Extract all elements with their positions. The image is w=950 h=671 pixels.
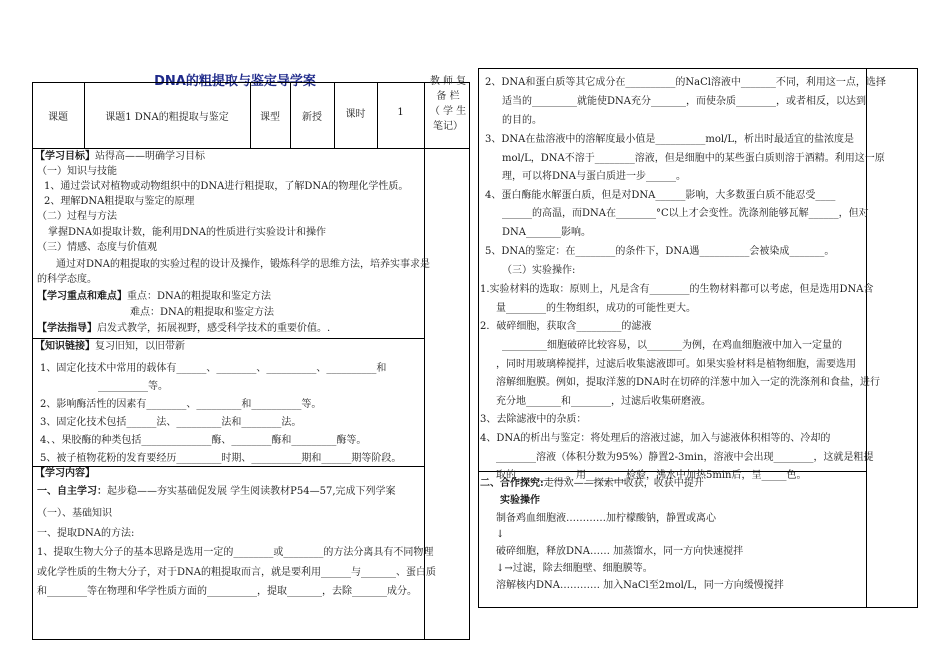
right-q2c: 的目的。 [502, 115, 542, 126]
goal-knowledge-2: 2、理解DNA粗提取与鉴定的原理 [44, 196, 195, 207]
page-title: DNA的粗提取与鉴定导学案 [154, 74, 316, 89]
exp-step-2: 破碎细胞，释放DNA…… 加蒸馏水，同一方向快速搅拌 [496, 546, 744, 557]
ops-1a: 1.实验材料的选取：原则上，凡是含有________的生物材料都可以考虑，但是选用DNA含 [480, 284, 874, 295]
notes-line: （ 学 生 [429, 106, 467, 117]
period-value: 1 [397, 106, 404, 118]
right-q4a: 4、蛋白酶能水解蛋白质，但是对DNA______影响，大多数蛋白质不能忍受____ [485, 190, 836, 201]
teacher-notes-header [426, 74, 470, 134]
exp-step-4: 溶解核内DNA………… 加入NaCl至2mol/L，同一方向缓慢搅拌 [496, 580, 784, 591]
ops-4a: 4、DNA的析出与鉴定：将处理后的溶液过滤，加入与滤液体积相等的、冷却的 [480, 433, 831, 444]
right-q2a: 2、DNA和蛋白质等其它成分在__________的NaCl溶液中_______不同，利用这一点，选择 [485, 77, 886, 88]
experiment-head: 实验操作 [500, 495, 540, 506]
ops-4c: 取的__________。用________检验，沸水中加热5min后，呈_____色。 [496, 470, 807, 481]
period-label: 课时 [345, 108, 366, 120]
exp-step-3: ↓→过滤，除去细胞壁、细胞膜等。 [496, 563, 653, 574]
ops-2b: ，同时用玻璃棒搅拌，过滤后收集滤液即可。如果实验材料是植物细胞，需要选用 [496, 359, 856, 370]
exp-arrow-1: ↓ [496, 529, 505, 540]
ops-2d: 充分地_______和________，过滤后收集研磨液。 [496, 396, 711, 407]
goals-line: 【学习目标】站得高——明确学习目标 [35, 151, 205, 162]
goal-process-1: 掌握DNA如提取计数，能利用DNA的性质进行实验设计和操作 [48, 227, 326, 238]
subject-label: 课题 [48, 111, 68, 123]
method-line: 【学法指导】启发式教学，拓展视野，感受科学技术的重要价值。. [37, 323, 331, 334]
notes-line: 教 师 复 [429, 76, 467, 87]
goal-knowledge-head: （一）知识与技能 [37, 166, 117, 177]
right-q3a: 3、DNA在盐溶液中的溶解度最小值是__________mol/L，析出时最适宜的盐浓度是 [485, 134, 855, 145]
ops-2: 2．破碎细胞，获取含_________的滤液 [480, 321, 652, 332]
type-label: 课型 [260, 111, 280, 123]
self-study-line: 一、自主学习：起步稳——夯实基础促发展 学生阅读教材P54—57,完成下列学案 [37, 486, 396, 497]
type-value: 新授 [302, 111, 322, 123]
goal-process-head: （二）过程与方法 [37, 211, 117, 222]
right-q2b: 适当的_________就能使DNA充分_______，而使杂质________，或者相反，以达到 [502, 96, 866, 107]
notes-line: 备 栏 [436, 91, 460, 102]
goal-attitude-2: 的科学态度。 [37, 274, 97, 285]
method-head: 一、提取DNA的方法: [37, 528, 135, 539]
goal-attitude-1: 通过对DNA的粗提取的实验过程的设计及操作，锻炼科学的思维方法，培养实事求是 [56, 259, 430, 270]
subject-value: 课题1 DNA的粗提取与鉴定 [105, 111, 229, 123]
goal-knowledge-1: 1、通过尝试对植物或动物组织中的DNA进行粗提取，了解DNA的物理化学性质。 [44, 181, 409, 192]
link-q2: 2、影响酶活性的因素有________、_________和__________等。 [40, 399, 322, 410]
method-q1a: 1、提取生物大分子的基本思路是选用一定的________或________的方法分离具有不同物理 [37, 547, 434, 558]
right-q3b: mol/L，DNA不溶于________溶液，但是细胞中的某些蛋白质则溶于酒精。利用这一原 [502, 153, 885, 164]
ops-head: （三）实验操作: [502, 265, 576, 276]
link-line: 【知识链接】复习旧知，以旧带新 [35, 341, 185, 352]
link-q1b: __________等。 [98, 381, 168, 392]
link-q3: 3、固定化技术包括______法、_________法和________法。 [40, 417, 302, 428]
notes-line: 笔记） [433, 121, 463, 132]
coop-line: 二、合作探究:走得欢——探索中收获，收获中提升 [480, 478, 704, 489]
ops-1b: 量________的生物组织，成功的可能性更大。 [496, 303, 696, 314]
ops-3: 3、去除滤液中的杂质： [480, 414, 587, 425]
ops-4b: ________溶液（体积分数为95%）静置2-3min，溶液中会出现________，这就是粗提 [496, 452, 874, 463]
ops-2c: 溶解细胞膜。例如，提取洋葱的DNA时在切碎的洋葱中加入一定的洗涤剂和食盐，进行 [496, 377, 880, 388]
right-q5: 5、DNA的鉴定：在________的条件下，DNA遇__________会被染成_______。 [485, 246, 835, 257]
key-points-difficulty: 难点：DNA的粗提取和鉴定方法 [130, 307, 274, 318]
link-q5: 5、被子植物花粉的发育要经历_________时期、__________期和______期等阶段。 [40, 453, 402, 464]
method-q1c: 和________等在物理和华学性质方面的__________，提取_______，去除_______成分。 [37, 586, 417, 597]
method-q1b: 或化学性质的生物大分子，对于DNA的粗提取而言，就是要利用______与_______、蛋白质 [37, 567, 436, 578]
link-q4: 4、、果胶酶的种类包括______________酶、________酶和_________酶等。 [40, 435, 367, 446]
goal-attitude-head: （三）情感、态度与价值观 [37, 242, 157, 253]
exp-step-1: 制备鸡血细胞液…………加柠檬酸钠，静置或离心 [496, 513, 716, 524]
ops-2a: _________细胞破碎比较容易，以_______为例，在鸡血细胞液中加入一定量的 [502, 340, 842, 351]
key-points-line: 【学习重点和难点】重点：DNA的粗提取和鉴定方法 [37, 291, 271, 302]
link-q1a: 1、固定化技术中常用的载体有______、________、__________、__________和 [40, 363, 387, 374]
right-q3c: 理，可以将DNA与蛋白质进一步______。 [502, 171, 686, 182]
right-q4c: DNA_______影响。 [502, 227, 591, 238]
right-q4b: ______的高温，而DNA在________°C以上才会变性。洗涤剂能够瓦解______，但对 [502, 208, 869, 219]
right-table [478, 68, 918, 608]
content-head: 【学习内容】 [35, 468, 95, 479]
basics-head: （一）、基础知识 [37, 508, 112, 519]
